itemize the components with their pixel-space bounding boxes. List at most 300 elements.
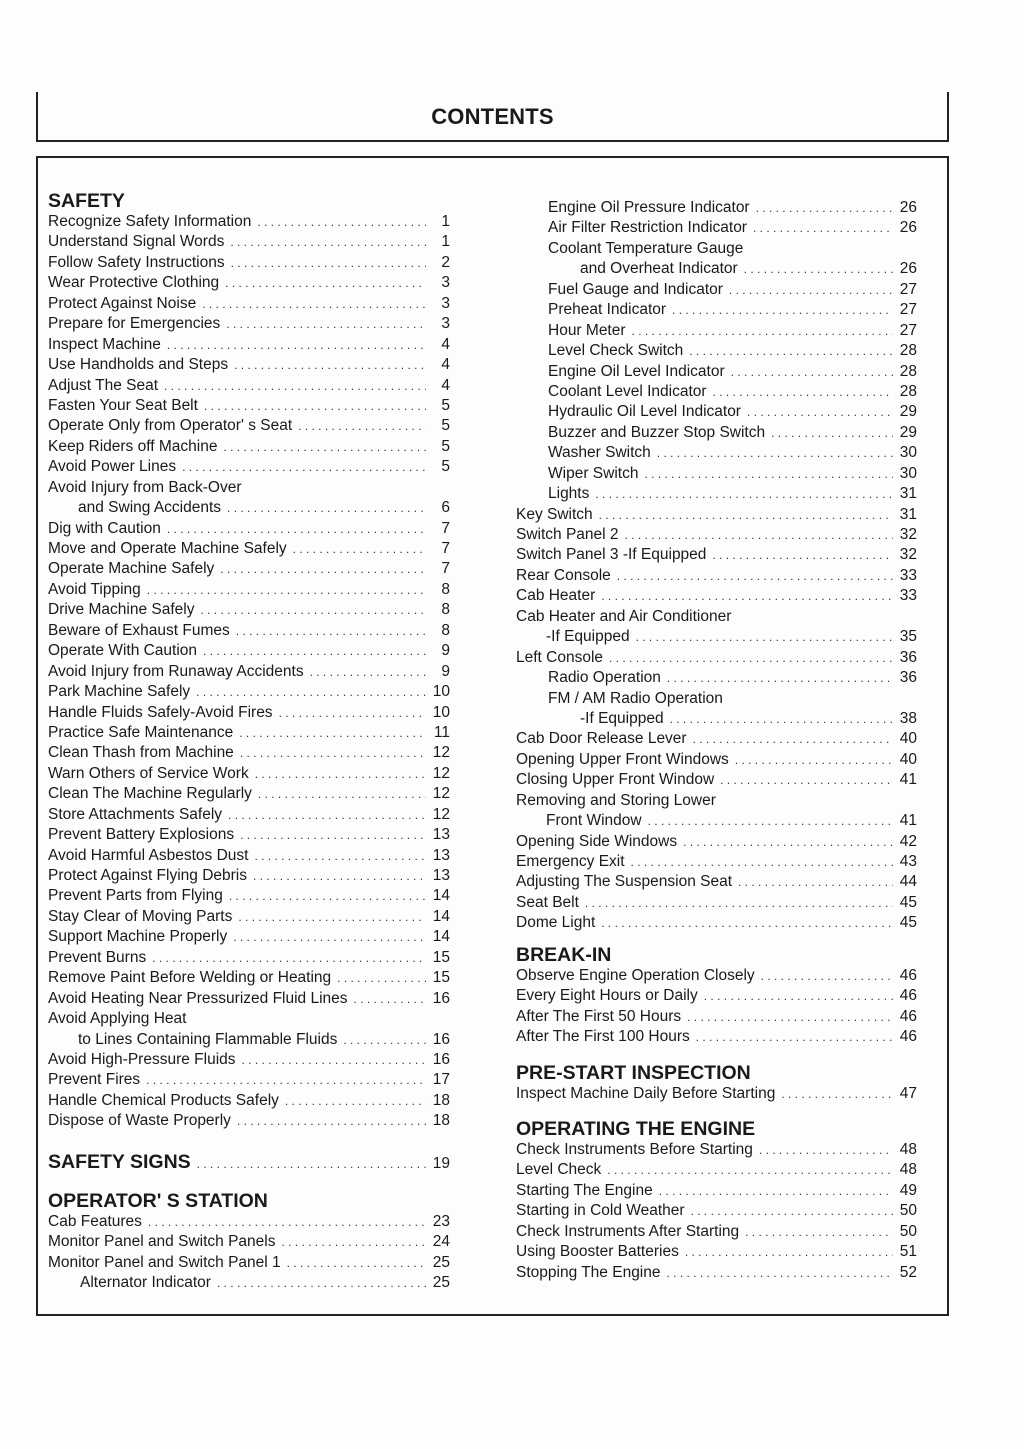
entry-label: Cab Features	[48, 1212, 142, 1230]
leader-dots	[237, 1111, 426, 1131]
toc-entry[interactable]	[48, 989, 450, 1009]
section-pre-start-inspection	[516, 1062, 917, 1104]
entry-label: Store Attachments Safely	[48, 805, 223, 823]
toc-entry[interactable]	[516, 709, 917, 729]
page-number: 50	[899, 1202, 917, 1220]
page-number: 12	[432, 805, 450, 823]
page-number: 49	[899, 1181, 917, 1199]
toc-entry[interactable]	[516, 586, 917, 606]
leader-dots	[146, 1070, 426, 1090]
leader-dots	[257, 212, 426, 232]
entry-label: Avoid Tipping	[48, 580, 141, 598]
entry-label: Preheat Indicator	[548, 301, 667, 319]
toc-entry[interactable]	[48, 1232, 450, 1252]
page-number: 29	[899, 403, 917, 421]
section-safety-signs	[48, 1150, 450, 1174]
leader-dots	[337, 968, 426, 988]
leader-dots	[595, 484, 893, 504]
leader-dots	[683, 832, 893, 852]
entry-label: Dig with Caution	[48, 519, 161, 537]
entry-label: Clean The Machine Regularly	[48, 785, 252, 803]
entry-label: Emergency Exit	[516, 853, 625, 870]
entry-label: -If Equipped	[546, 628, 630, 646]
page-number: 9	[441, 662, 450, 680]
leader-dots	[781, 1084, 893, 1104]
leader-dots	[217, 1273, 426, 1293]
toc-entry[interactable]	[48, 764, 450, 784]
leader-dots	[685, 1242, 893, 1262]
page-number: 45	[899, 893, 917, 911]
entry-label: Engine Oil Pressure Indicator	[548, 199, 750, 216]
toc-entry[interactable]	[48, 1091, 450, 1111]
leader-dots	[648, 811, 893, 831]
toc-entry[interactable]	[48, 723, 450, 743]
entry-label: Opening Upper Front Windows	[516, 750, 729, 768]
entry-label: Cab Heater	[516, 587, 596, 605]
toc-entry[interactable]	[516, 484, 917, 504]
page-number: 32	[899, 526, 917, 543]
entry-label: Level Check	[516, 1161, 602, 1179]
entry-label: Operate Machine Safely	[48, 560, 215, 578]
toc-entry[interactable]	[516, 852, 917, 872]
entry-label: FM / AM Radio Operation	[548, 689, 723, 707]
page-number: 30	[899, 444, 917, 462]
leader-dots	[229, 886, 426, 906]
toc-entry[interactable]	[48, 437, 450, 457]
leader-dots	[601, 586, 893, 606]
toc-entry[interactable]	[516, 218, 917, 238]
leader-dots	[220, 559, 426, 579]
page-number: 14	[432, 907, 450, 925]
toc-entry[interactable]	[48, 1111, 450, 1131]
page-number: 12	[432, 744, 450, 762]
leader-dots	[759, 1140, 893, 1160]
leader-dots	[354, 989, 426, 1009]
toc-entry[interactable]	[516, 1007, 917, 1027]
entry-label: After The First 100 Hours	[516, 1028, 690, 1046]
entry-label: Keep Riders off Machine	[48, 437, 218, 455]
section-heading: BREAK-IN	[516, 943, 612, 966]
entry-label: Prevent Parts from Flying	[48, 887, 223, 905]
leader-dots	[607, 1160, 893, 1180]
toc-entry[interactable]	[516, 464, 917, 484]
page-number: 35	[899, 628, 917, 646]
toc-entry[interactable]	[516, 648, 917, 668]
toc-entry[interactable]	[48, 846, 450, 866]
entry-label: Switch Panel 2	[516, 526, 619, 543]
page-number: 24	[432, 1233, 450, 1251]
toc-entry[interactable]	[516, 1222, 917, 1242]
leader-dots	[729, 280, 893, 300]
entry-label: Protect Against Noise	[48, 294, 197, 312]
toc-entry[interactable]	[48, 948, 450, 968]
entry-label: Air Filter Restriction Indicator	[548, 219, 747, 237]
toc-entry[interactable]	[516, 607, 917, 627]
page-number: 46	[899, 1028, 917, 1046]
entry-label: Monitor Panel and Switch Panels	[48, 1233, 276, 1251]
leader-dots	[258, 784, 426, 804]
page-number: 23	[432, 1212, 450, 1230]
toc-entry[interactable]	[516, 300, 917, 320]
toc-entry[interactable]	[516, 1201, 917, 1221]
page-number: 18	[432, 1091, 450, 1109]
toc-entry[interactable]	[48, 294, 450, 314]
toc-entry[interactable]	[516, 791, 917, 811]
page-number: 16	[432, 1050, 450, 1068]
leader-dots	[761, 966, 893, 986]
left-column	[48, 190, 450, 1293]
leader-dots	[753, 218, 893, 238]
entry-label: Drive Machine Safely	[48, 601, 195, 619]
leader-dots	[236, 621, 426, 641]
entry-label: Lights	[548, 485, 590, 503]
leader-dots	[226, 314, 426, 334]
toc-entry[interactable]	[516, 341, 917, 361]
leader-dots	[285, 1091, 426, 1111]
leader-dots	[667, 668, 893, 688]
leader-dots	[735, 750, 893, 770]
page-number: 16	[432, 989, 450, 1007]
leader-dots	[609, 648, 893, 668]
entry-label: Front Window	[546, 812, 642, 830]
page-number: 43	[899, 853, 917, 870]
leader-dots	[632, 321, 893, 341]
toc-entry[interactable]	[48, 519, 450, 539]
page-number: 7	[441, 519, 450, 537]
entry-label: Avoid Injury from Runaway Accidents	[48, 662, 304, 680]
entry-label: Wear Protective Clothing	[48, 274, 220, 292]
toc-entry[interactable]	[516, 1181, 917, 1201]
toc-entry[interactable]	[48, 253, 450, 273]
leader-dots	[238, 907, 426, 927]
leader-dots	[696, 1027, 893, 1047]
entry-label: Beware of Exhaust Fumes	[48, 621, 230, 639]
toc-entry[interactable]	[516, 750, 917, 770]
page-number: 17	[432, 1071, 450, 1089]
leader-dots	[756, 198, 893, 218]
page-number: 6	[441, 499, 450, 517]
page-number: 31	[899, 485, 917, 503]
page-number: 12	[432, 764, 450, 782]
toc-entry[interactable]	[48, 743, 450, 763]
toc-entry[interactable]	[48, 1050, 450, 1070]
toc-entry[interactable]	[516, 402, 917, 422]
toc-entry[interactable]	[516, 545, 917, 565]
toc-entry[interactable]	[516, 668, 917, 688]
leader-dots	[720, 770, 893, 790]
entry-label: Check Instruments Before Starting	[516, 1140, 753, 1158]
toc-entry[interactable]	[48, 866, 450, 886]
leader-dots	[287, 1253, 426, 1273]
entry-label: Stay Clear of Moving Parts	[48, 907, 233, 925]
toc-entry[interactable]	[48, 825, 450, 845]
leader-dots	[631, 852, 893, 872]
page-number: 1	[441, 233, 450, 251]
leader-dots	[197, 1152, 426, 1176]
toc-entry[interactable]	[516, 1263, 917, 1283]
page-number: 1	[441, 213, 450, 230]
entry-label: Fasten Your Seat Belt	[48, 396, 198, 414]
entry-list	[516, 966, 917, 1048]
toc-entry[interactable]	[48, 600, 450, 620]
leader-dots	[636, 627, 893, 647]
leader-dots	[601, 913, 893, 933]
toc-entry[interactable]	[516, 1027, 917, 1047]
toc-entry[interactable]	[48, 1253, 450, 1273]
toc-entry[interactable]	[516, 1084, 917, 1104]
leader-dots	[255, 764, 426, 784]
toc-entry[interactable]	[48, 396, 450, 416]
entry-label: Fuel Gauge and Indicator	[548, 280, 723, 298]
entry-label: Clean Thash from Machine	[48, 744, 234, 762]
leader-dots	[704, 986, 893, 1006]
entry-label: and Swing Accidents	[78, 499, 222, 517]
page-number: 46	[899, 966, 917, 984]
page-number: 52	[899, 1263, 917, 1281]
leader-dots	[745, 1222, 893, 1242]
page-number: 3	[441, 315, 450, 333]
toc-entry[interactable]	[516, 627, 917, 647]
toc-entry[interactable]	[516, 770, 917, 790]
toc-entry[interactable]	[516, 1140, 917, 1160]
toc-entry[interactable]	[48, 355, 450, 375]
entry-list	[48, 1212, 450, 1294]
toc-entry[interactable]	[48, 662, 450, 682]
page-number: 27	[899, 280, 917, 298]
toc-entry[interactable]	[48, 1070, 450, 1090]
page-number: 2	[441, 253, 450, 271]
toc-entry[interactable]	[48, 416, 450, 436]
toc-entry[interactable]	[516, 239, 917, 259]
page-number: 42	[899, 832, 917, 850]
toc-entry[interactable]	[516, 382, 917, 402]
page-number: 7	[441, 560, 450, 578]
entry-label: Adjusting The Suspension Seat	[516, 873, 733, 891]
page-number: 46	[899, 1007, 917, 1025]
entry-label: Inspect Machine Daily Before Starting	[516, 1084, 776, 1102]
toc-entry[interactable]	[48, 376, 450, 396]
leader-dots	[254, 846, 426, 866]
entry-label: Inspect Machine	[48, 335, 161, 353]
leader-dots	[293, 539, 426, 559]
toc-entry[interactable]	[516, 443, 917, 463]
section-heading: OPERATING THE ENGINE	[516, 1117, 756, 1140]
page-number: 5	[441, 417, 450, 435]
entry-label: Stopping The Engine	[516, 1263, 661, 1281]
page-number: 36	[899, 648, 917, 666]
leader-dots	[657, 443, 893, 463]
page-number: 31	[899, 505, 917, 523]
toc-entry[interactable]	[48, 335, 450, 355]
page-number: 27	[899, 321, 917, 339]
toc-entry[interactable]	[48, 559, 450, 579]
toc-entry[interactable]	[48, 784, 450, 804]
leader-dots	[771, 423, 893, 443]
leader-dots	[233, 927, 426, 947]
toc-entry[interactable]	[48, 314, 450, 334]
leader-dots	[164, 376, 426, 396]
leader-dots	[225, 273, 426, 293]
page-number: 11	[433, 723, 450, 741]
page-number: 13	[432, 846, 450, 864]
leader-dots	[747, 402, 893, 422]
toc-entry[interactable]	[516, 913, 917, 933]
entry-label: Engine Oil Level Indicator	[548, 362, 725, 380]
page-number: 40	[899, 750, 917, 768]
entry-label: Handle Chemical Products Safely	[48, 1091, 279, 1109]
leader-dots	[712, 545, 893, 565]
toc-entry[interactable]	[48, 212, 450, 232]
section-operating-the-engine	[516, 1118, 917, 1283]
toc-entry[interactable]	[48, 805, 450, 825]
toc-entry[interactable]	[48, 886, 450, 906]
entry-label: Understand Signal Words	[48, 233, 225, 251]
entry-label: Practice Safe Maintenance	[48, 723, 234, 741]
entry-label: Avoid Harmful Asbestos Dust	[48, 846, 249, 864]
page-title: CONTENTS	[431, 104, 554, 129]
leader-dots	[731, 362, 893, 382]
toc-entry[interactable]	[516, 1242, 917, 1262]
page-number: 48	[899, 1140, 917, 1158]
toc-entry[interactable]	[48, 273, 450, 293]
leader-dots	[167, 335, 426, 355]
page-number: 8	[441, 621, 450, 639]
toc-entry[interactable]	[516, 321, 917, 341]
leader-dots	[223, 437, 426, 457]
leader-dots	[182, 457, 426, 477]
page-number: 41	[899, 771, 917, 789]
entry-label: Dome Light	[516, 914, 596, 932]
leader-dots	[617, 566, 893, 586]
entry-label: Move and Operate Machine Safely	[48, 540, 287, 557]
toc-entry[interactable]	[48, 1009, 450, 1029]
toc-entry[interactable]	[48, 1150, 450, 1174]
toc-entry[interactable]	[48, 927, 450, 947]
leader-dots	[693, 729, 893, 749]
entry-label: Operate Only from Operator' s Seat	[48, 417, 293, 435]
page-number: 13	[432, 826, 450, 844]
toc-entry[interactable]	[516, 198, 917, 218]
toc-entry[interactable]	[516, 505, 917, 525]
leader-dots	[738, 872, 893, 892]
entry-label: Removing and Storing Lower	[516, 791, 716, 809]
toc-entry[interactable]	[48, 682, 450, 702]
toc-entry[interactable]	[516, 259, 917, 279]
entry-label: Alternator Indicator	[80, 1274, 211, 1291]
toc-entry[interactable]	[48, 1273, 450, 1293]
page-number: 5	[441, 458, 450, 476]
entry-label: and Overheat Indicator	[580, 260, 738, 278]
section-operator-station	[48, 1190, 450, 1294]
entry-label: Starting in Cold Weather	[516, 1202, 685, 1220]
toc-entry[interactable]	[516, 729, 917, 749]
toc-entry[interactable]	[48, 641, 450, 661]
toc-entry[interactable]	[48, 1212, 450, 1232]
entry-label: After The First 50 Hours	[516, 1007, 682, 1025]
section-break-in	[516, 944, 917, 1048]
page-number: 26	[899, 260, 917, 278]
toc-entry[interactable]	[48, 498, 450, 518]
toc-entry[interactable]	[516, 986, 917, 1006]
page-number: 7	[441, 540, 450, 557]
toc-entry[interactable]	[516, 811, 917, 831]
leader-dots	[196, 682, 426, 702]
entry-label: Prevent Burns	[48, 948, 147, 966]
toc-entry[interactable]	[48, 539, 450, 559]
toc-entry[interactable]	[48, 968, 450, 988]
page-number: 4	[441, 356, 450, 374]
entry-label: Using Booster Batteries	[516, 1243, 679, 1261]
title-box	[36, 92, 949, 142]
leader-dots	[298, 416, 426, 436]
leader-dots	[228, 805, 426, 825]
page-number: 8	[441, 601, 450, 619]
toc-entry[interactable]	[516, 280, 917, 300]
toc-entry[interactable]	[516, 423, 917, 443]
toc-entry[interactable]	[48, 907, 450, 927]
page-number: 5	[441, 437, 450, 455]
entry-label: Avoid High-Pressure Fluids	[48, 1050, 236, 1068]
entry-label: Starting The Engine	[516, 1181, 653, 1199]
toc-entry[interactable]	[516, 966, 917, 986]
entry-label: to Lines Containing Flammable Fluids	[78, 1030, 338, 1048]
leader-dots	[689, 341, 893, 361]
section-safety	[48, 190, 450, 1132]
leader-dots	[659, 1181, 893, 1201]
toc-entry[interactable]	[516, 1160, 917, 1180]
toc-entry[interactable]	[48, 580, 450, 600]
entry-label: Support Machine Properly	[48, 928, 228, 946]
toc-entry[interactable]	[516, 689, 917, 709]
page-number: 27	[899, 301, 917, 319]
page-number: 26	[899, 199, 917, 216]
toc-entry[interactable]	[516, 893, 917, 913]
leader-dots	[148, 1212, 426, 1232]
page-number: 46	[899, 987, 917, 1005]
toc-entry[interactable]	[48, 232, 450, 252]
page-number: 44	[899, 873, 917, 891]
entry-label: Rear Console	[516, 566, 611, 584]
entry-label: Key Switch	[516, 505, 593, 523]
toc-entry[interactable]	[48, 621, 450, 641]
entry-label: Level Check Switch	[548, 342, 684, 360]
toc-entry[interactable]	[516, 525, 917, 545]
leader-dots	[667, 1263, 894, 1283]
page-number: 51	[899, 1243, 917, 1261]
toc-entry[interactable]	[48, 457, 450, 477]
entry-label: Hour Meter	[548, 321, 626, 339]
toc-entry[interactable]	[48, 478, 450, 498]
toc-entry[interactable]	[516, 566, 917, 586]
entry-label: Park Machine Safely	[48, 683, 191, 701]
toc-entry[interactable]	[516, 832, 917, 852]
toc-entry[interactable]	[516, 362, 917, 382]
entry-label: Wiper Switch	[548, 464, 639, 482]
toc-entry[interactable]	[48, 1030, 450, 1050]
entry-list	[516, 1084, 917, 1104]
toc-entry[interactable]	[48, 703, 450, 723]
toc-entry[interactable]	[516, 872, 917, 892]
page-number: 26	[899, 219, 917, 237]
leader-dots	[672, 300, 893, 320]
page-number: 25	[432, 1274, 450, 1291]
leader-dots	[253, 866, 426, 886]
entry-label: Prevent Fires	[48, 1071, 141, 1089]
entry-label: Left Console	[516, 648, 604, 666]
leader-dots	[744, 259, 893, 279]
leader-dots	[227, 498, 426, 518]
entry-label: Buzzer and Buzzer Stop Switch	[548, 423, 766, 441]
